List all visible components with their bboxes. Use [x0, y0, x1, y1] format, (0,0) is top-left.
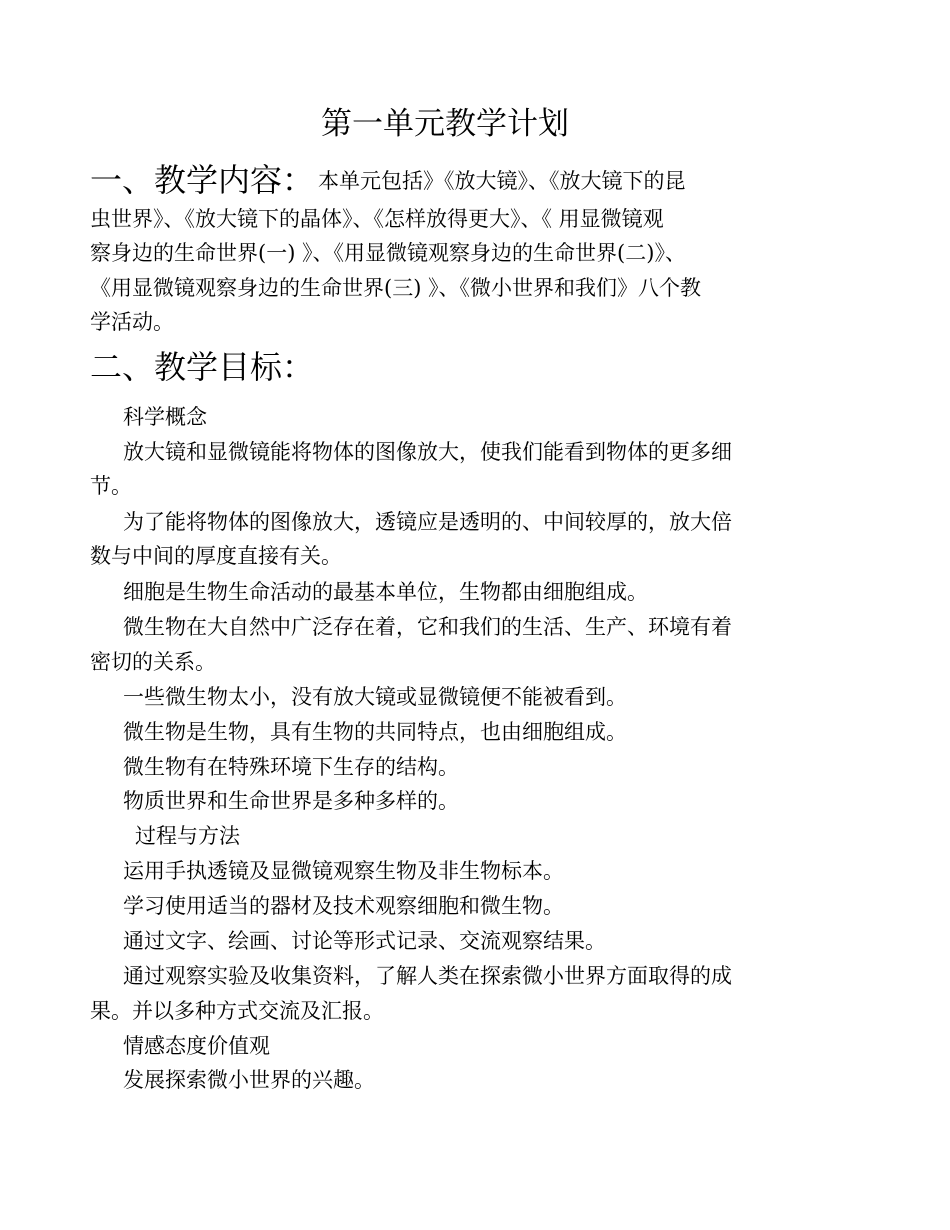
- content-paragraph-line: 本单元包括》《放大镜》、《放大镜下的昆: [318, 169, 686, 193]
- concept-line: 微生物是生物，具有生物的共同特点，也由细胞组成。: [123, 720, 627, 744]
- process-line: 果。并以多种方式交流及汇报。: [90, 999, 384, 1023]
- concept-line: 微生物在大自然中广泛存在着，它和我们的生活、生产、环境有着: [123, 615, 732, 639]
- process-line: 通过观察实验及收集资料，了解人类在探索微小世界方面取得的成: [123, 964, 732, 988]
- process-line: 运用手执透镜及显微镜观察生物及非生物标本。: [123, 859, 564, 883]
- content-paragraph-line: 虫世界》、《放大镜下的晶体》、《怎样放得更大》、《 用显微镜观: [90, 207, 664, 231]
- emotion-line: 发展探索微小世界的兴趣。: [123, 1068, 375, 1092]
- concept-line: 细胞是生物生命活动的最基本单位，生物都由细胞组成。: [123, 580, 648, 604]
- subsection-label-concept: 科学概念: [123, 405, 207, 429]
- concept-line: 物质世界和生命世界是多种多样的。: [123, 789, 459, 813]
- concept-line: 数与中间的厚度直接有关。: [90, 544, 342, 568]
- concept-line: 节。: [90, 474, 132, 498]
- concept-line: 一些微生物太小，没有放大镜或显微镜便不能被看到。: [123, 685, 627, 709]
- content-paragraph-line: 《用显微镜观察身边的生命世界(三) 》、《微小世界和我们》八个教: [90, 276, 702, 300]
- concept-line: 为了能将物体的图像放大，透镜应是透明的、中间较厚的，放大倍: [123, 510, 732, 534]
- content-paragraph-line: 学活动。: [90, 310, 174, 334]
- subsection-label-process: 过程与方法: [135, 824, 240, 848]
- page-title: 第一单元教学计划: [321, 106, 569, 142]
- concept-line: 放大镜和显微镜能将物体的图像放大，使我们能看到物体的更多细: [123, 440, 732, 464]
- section-heading-content: [90, 158, 686, 203]
- section-heading-content-text: 一、教学内容：: [90, 161, 315, 199]
- process-line: 学习使用适当的器材及技术观察细胞和微生物。: [123, 894, 564, 918]
- process-line: 通过文字、绘画、讨论等形式记录、交流观察结果。: [123, 929, 606, 953]
- concept-line: 密切的关系。: [90, 650, 216, 674]
- concept-line: 微生物有在特殊环境下生存的结构。: [123, 755, 459, 779]
- subsection-label-emotion: 情感态度价值观: [123, 1034, 270, 1058]
- content-paragraph-line: 察身边的生命世界(一) 》、《用显微镜观察身边的生命世界(二)》、: [90, 241, 686, 265]
- section-heading-goals: 二、教学目标：: [90, 348, 315, 386]
